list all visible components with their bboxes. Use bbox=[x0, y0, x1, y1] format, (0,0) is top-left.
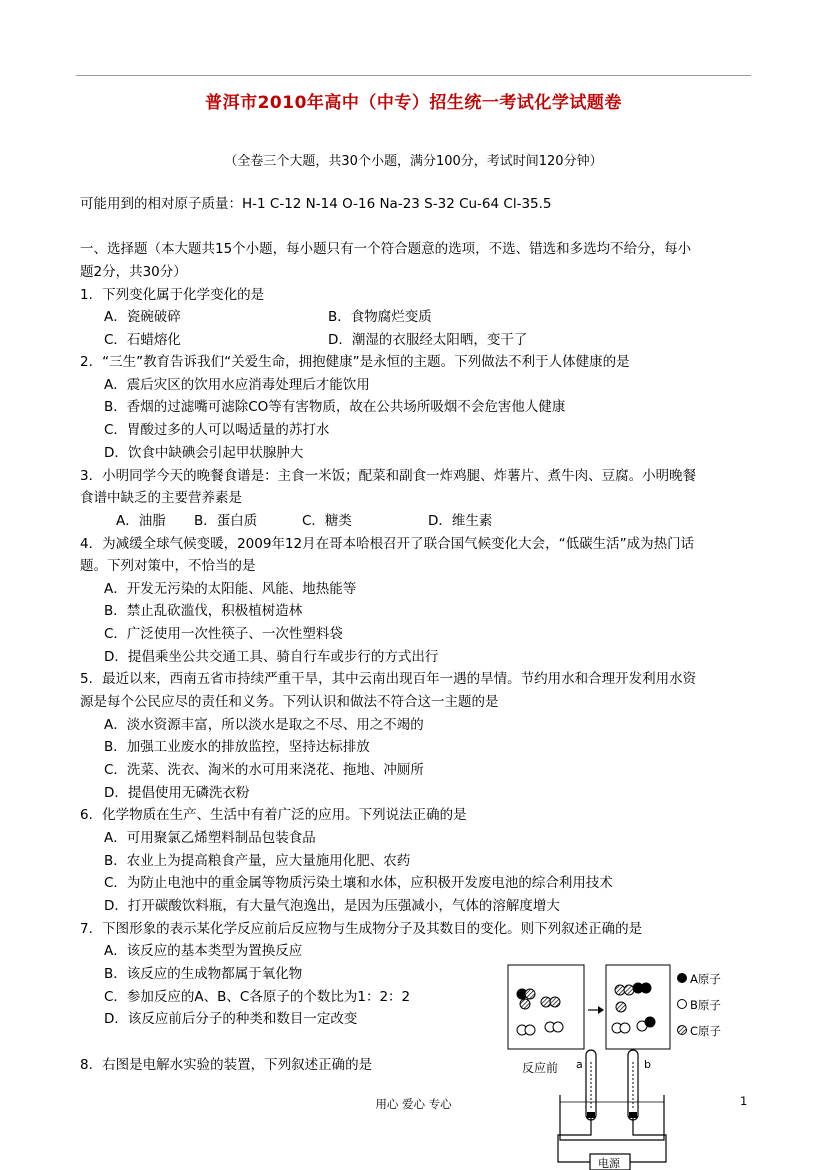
question-2-option-c: C．胃酸过多的人可以喝适量的苏打水 bbox=[104, 422, 330, 438]
power-supply-label: 电源 bbox=[598, 1157, 620, 1170]
tube-b-label: b bbox=[644, 1058, 651, 1071]
question-4-stem-cont: 题。下列对策中，不恰当的是 bbox=[80, 558, 256, 574]
question-7-stem: 7．下图形象的表示某化学反应前后反应物与生成物分子及其数目的变化。则下列叙述正确的是 bbox=[80, 921, 643, 937]
atomic-masses: 可能用到的相对原子质量：H-1 C-12 N-14 O-16 Na-23 S-32 Cu-64 Cl-35.5 bbox=[80, 196, 552, 212]
question-3-stem: 3．小明同学今天的晚餐食谱是：主食一米饭；配菜和副食一炸鸡腿、炸薯片、煮牛肉、豆腐。小明晚餐 bbox=[80, 468, 697, 484]
legend-c-label: C原子 bbox=[690, 1024, 722, 1038]
question-2-stem: 2．“三生”教育告诉我们“关爱生命，拥抱健康”是永恒的主题。下列做法不利于人体健康的是 bbox=[80, 354, 630, 370]
question-4-option-d: D．提倡乘坐公共交通工具、骑自行车或步行的方式出行 bbox=[104, 649, 439, 665]
question-3-option-b: B．蛋白质 bbox=[194, 513, 258, 529]
question-1-stem: 1．下列变化属于化学变化的是 bbox=[80, 287, 265, 303]
question-1-option-c: C．石蜡熔化 bbox=[104, 332, 181, 348]
question-7-option-d: D．该反应前后分子的种类和数目一定改变 bbox=[104, 1011, 358, 1027]
question-6-option-d: D．打开碳酸饮料瓶，有大量气泡逸出，是因为压强减小，气体的溶解度增大 bbox=[104, 898, 560, 914]
reaction-caption: 反应前 bbox=[522, 1061, 559, 1075]
question-6-option-a: A．可用聚氯乙烯塑料制品包装食品 bbox=[104, 830, 316, 846]
question-3-option-c: C．糖类 bbox=[302, 513, 352, 529]
question-4-option-a: A．开发无污染的太阳能、风能、地热能等 bbox=[104, 581, 357, 597]
question-1-option-d: D．潮湿的衣服经太阳晒，变干了 bbox=[328, 332, 528, 348]
question-2-option-b: B．香烟的过滤嘴可滤除CO等有害物质，故在公共场所吸烟不会危害他人健康 bbox=[104, 399, 566, 415]
section-heading-cont: 题2分，共30分） bbox=[80, 264, 187, 280]
header-rule bbox=[76, 75, 751, 76]
question-3-stem-cont: 食谱中缺乏的主要营养素是 bbox=[80, 490, 242, 506]
question-8-stem: 8．右图是电解水实验的装置，下列叙述正确的是 bbox=[80, 1057, 373, 1073]
question-5-option-c: C．洗菜、洗衣、淘米的水可用来浇花、拖地、冲厕所 bbox=[104, 762, 424, 778]
legend-b-swatch bbox=[678, 1000, 687, 1009]
legend-b-label: B原子 bbox=[690, 998, 721, 1012]
question-7-option-c: C．参加反应的A、B、C各原子的个数比为1：2：2 bbox=[104, 989, 411, 1005]
question-7-option-a: A．该反应的基本类型为置换反应 bbox=[104, 943, 303, 959]
section-heading: 一、选择题（本大题共15个小题，每小题只有一个符合题意的选项，不选、错选和多选均不给分，每小 bbox=[80, 241, 692, 257]
question-5-stem-cont: 源是每个公民应尽的责任和义务。下列认识和做法不符合这一主题的是 bbox=[80, 694, 499, 710]
question-6-option-c: C．为防止电池中的重金属等物质污染土壤和水体，应积极开发废电池的综合利用技术 bbox=[104, 875, 613, 891]
question-3-option-a: A．油脂 bbox=[116, 513, 166, 529]
page-number: 1 bbox=[740, 1094, 748, 1108]
question-1-option-a: A．瓷碗破碎 bbox=[104, 309, 181, 325]
question-7-option-b: B．该反应的生成物都属于氧化物 bbox=[104, 966, 303, 982]
legend-a-label: A原子 bbox=[690, 972, 721, 986]
question-5-stem: 5．最近以来，西南五省市持续严重干旱，其中云南出现百年一遇的旱情。节约用水和合理开发利用水资 bbox=[80, 671, 697, 687]
question-2-option-a: A．震后灾区的饮用水应消毒处理后才能饮用 bbox=[104, 377, 370, 393]
exam-title: 普洱市2010年高中（中专）招生统一考试化学试题卷 bbox=[205, 93, 622, 113]
tube-a-label: a bbox=[576, 1058, 583, 1071]
exam-subtitle: （全卷三个大题，共30个小题，满分100分，考试时间120分钟） bbox=[224, 154, 603, 169]
question-5-option-b: B．加强工业废水的排放监控，坚持达标排放 bbox=[104, 739, 370, 755]
question-2-option-d: D．饮食中缺碘会引起甲状腺肿大 bbox=[104, 445, 304, 461]
footer-motto: 用心 爱心 专心 bbox=[375, 1097, 452, 1111]
question-3-option-d: D．维生素 bbox=[428, 513, 493, 529]
question-5-option-a: A．淡水资源丰富，所以淡水是取之不尽、用之不竭的 bbox=[104, 717, 424, 733]
question-4-stem: 4．为减缓全球气候变暖，2009年12月在哥本哈根召开了联合国气候变化大会，“低碳生活”成为热门话 bbox=[80, 536, 695, 552]
question-4-option-c: C．广泛使用一次性筷子、一次性塑料袋 bbox=[104, 626, 343, 642]
legend-a-swatch bbox=[678, 974, 687, 983]
question-6-stem: 6．化学物质在生产、生活中有着广泛的应用。下列说法正确的是 bbox=[80, 807, 467, 823]
legend-c-swatch bbox=[678, 1026, 687, 1035]
question-1-option-b: B．食物腐烂变质 bbox=[328, 309, 432, 325]
question-4-option-b: B．禁止乱砍滥伐，积极植树造林 bbox=[104, 603, 303, 619]
question-6-option-b: B．农业上为提高粮食产量，应大量施用化肥、农药 bbox=[104, 853, 411, 869]
question-5-option-d: D．提倡使用无磷洗衣粉 bbox=[104, 785, 250, 801]
